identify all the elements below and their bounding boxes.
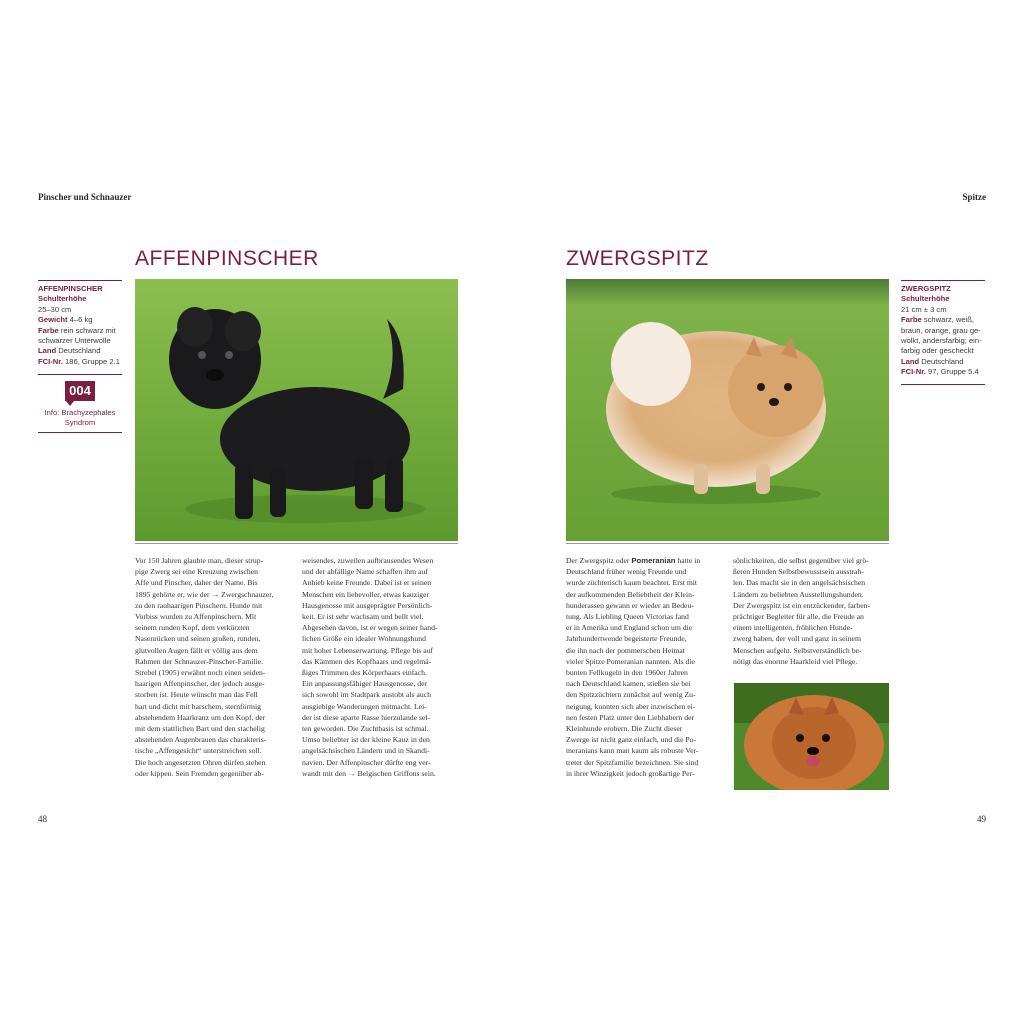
country-label-right: Land <box>901 356 920 366</box>
page-title-right: ZWERGSPITZ <box>566 247 709 270</box>
running-head-left: Pinscher und Schnauzer <box>38 192 132 202</box>
breed-facts-right <box>901 284 989 378</box>
shoulder-label-right: Schulterhöhe <box>901 294 950 304</box>
color-value-cont: schwarzer Unterwolle <box>38 336 111 346</box>
country-value: Deutschland <box>58 346 101 356</box>
col1-bold-term: Pomeranian <box>631 556 676 565</box>
color-value-right: schwarz, weiß, <box>923 315 975 325</box>
fci-label: FCI-Nr. <box>38 356 63 366</box>
body-column-2-left: weisendes, zuweilen aufbrausendes Wesen und der abfällige Name schaffen ihm auf Anhieb keine Freunde. Dabei ist er seinen Menschen ein liebevoller, etwas kauziger Hausgenosse mit ausgeprägter Persönlich- keit. Er ist sehr wachsam und bellt viel. Abgesehen davon, ist er wegen seiner hand- lichen Größe ein idealer Wohnungshund mit hoher Lebenserwartung. Pflege bis auf das Kämmen des Kopfhaars und regelmä- ßiges Trimmen des Körperhaars einfach. Ein anpassungsfähiger Hausgenosse, der sich sowohl im Stadtpark austobt als auch ausgiebige Wanderungen mitmacht. Lei- der ist diese aparte Rasse hierzulande sel- ten geworden. Die Zuchtbasis ist schmal. Umso beliebter ist der kleine Kauz in den angelsächsischen Ländern und in Skandi- navien. Der Affenpinscher dürfte eng ver- wandt mit den → Belgischen Griffons sein. <box>302 556 438 778</box>
badge-tail-icon <box>66 401 74 406</box>
sidebar-top-rule-right <box>901 280 985 281</box>
running-head-right: Spitze <box>962 192 986 202</box>
sidebar-top-rule-left <box>38 280 122 281</box>
body-column-1-left: Vor 150 Jahren glaubte man, dieser strup- pige Zwerg sei eine Kreuzung zwischen Affe und Pinscher, daher der Name. Bis 1895 gehörte er, wie der → Zwergschnauzer, zu den rauhaarigen Pinschern. Hunde mit Vorbiss wurden zu Affenpinschern. Mit seinem runden Kopf, dem verkürzten Nasenrücken und seinen großen, runden, glutvollen Augen fällt er völlig aus dem Rahmen der Schnauzer-Pinscher-Familie. Strebel (1905) erwähnt noch einen seiden- haarigen Affenpinscher, der jedoch ausge- storben ist. Heute wünscht man das Fell hart und dicht mit harschem, sternförmig abstehendem Haarkranz um den Kopf, der mit dem stattlichen Bart und den stachelig abstehenden Augenbrauen das charakteris- tische „Affengesicht“ unterstreichen soll. Die hoch angesetzten Ohren dürfen stehen oder kippen. Sein Fremden gegenüber ab- <box>135 556 274 778</box>
zwergspitz-photo <box>566 279 889 541</box>
info-note[interactable] <box>38 408 122 429</box>
color-label-right: Farbe <box>901 315 922 325</box>
shoulder-value: 25–30 cm <box>38 304 72 314</box>
sidebar-bottom-rule-left <box>38 432 122 433</box>
col1-rest: hatte in Deutschland früher wenig Freunde und wurde züchterisch kaum beachtet. Erst mit der aufkommenden Beliebtheit der Klein- hunderassen gewann er wieder an Bedeu- tung. Als Liebling Queen Victorias fand er in Amerika und England schon um die Jahrhundertwende begeisterte Freunde, die ihn nach der pommerschen Heimat vieler Spitze Pomeranian nannten. Als die bunten Fellkugeln in den 1960er Jahren nach Deutschland kamen, stießen sie bei den Spitzzüchtern zunächst auf wenig Zu- neigung, konnten sich aber inzwischen ei- nen festen Platz unter den Liebhabern der Kleinhunde erobern. Die Zucht dieser Zwerge ist nicht ganz einfach, und die Po- meranians kann man kaum als robuste Ver- treter der Spitzfamilie bezeichnen. Sie sind in ihrer Winzigkeit jedoch großartige Per- <box>566 556 701 778</box>
page-title-left: AFFENPINSCHER <box>135 247 319 270</box>
sidebar-mid-rule-left <box>38 374 122 375</box>
breed-facts-left <box>38 284 128 367</box>
color-value-right-2: braun, orange, grau ge- <box>901 325 981 335</box>
color-label: Farbe <box>38 325 59 335</box>
photo-rule-left <box>135 543 458 544</box>
color-value: rein schwarz mit <box>60 325 116 335</box>
body-column-1-right <box>566 555 719 779</box>
weight-value: 4–6 kg <box>69 315 93 325</box>
body-column-2-right: sönlichkeiten, die selbst gegenüber viel grö- ßeren Hunden Selbstbewusstsein ausstrah- len. Das macht sie in den angelsächsischen Ländern zu beliebten Ausstellungshunden. Der Zwergspitz ist ein entzückender, farben- prächtiger Begleiter für alle, die Freude an einem intelligenten, fröhlichen Hunde- zwerg haben, der voll und ganz in seinem Menschen aufgeht. Selbstverständlich be- nötigt das enorme Haarkleid viel Pflege. <box>733 556 871 666</box>
shoulder-label: Schulterhöhe <box>38 294 87 304</box>
country-value-right: Deutschland <box>921 356 964 366</box>
col1-intro: Der Zwergspitz oder <box>566 556 632 565</box>
page-number-left: 48 <box>38 814 47 824</box>
photo-rule-right <box>566 543 889 544</box>
fci-value: 186, Gruppe 2.1 <box>65 356 120 366</box>
info-badge[interactable]: 004 <box>65 381 95 401</box>
sidebar-heading: AFFENPINSCHER <box>38 284 103 293</box>
info-line-1: Info: Brachyzephales <box>44 408 116 417</box>
color-value-right-4: farbig oder gescheckt <box>901 346 974 356</box>
fci-value-right: 97, Gruppe 5.4 <box>928 367 979 377</box>
weight-label: Gewicht <box>38 315 68 325</box>
color-value-right-3: wolkt, andersfarbig; ein- <box>901 336 982 346</box>
page-number-right: 49 <box>977 814 986 824</box>
affenpinscher-photo <box>135 279 458 541</box>
sidebar-bottom-rule-right <box>901 384 985 385</box>
pomeranian-face-photo <box>734 683 889 790</box>
fci-label-right: FCI-Nr. <box>901 367 926 377</box>
info-line-2: Syndrom <box>64 418 96 428</box>
country-label: Land <box>38 346 57 356</box>
shoulder-value-right: 21 cm ± 3 cm <box>901 304 947 314</box>
sidebar-heading-right: ZWERGSPITZ <box>901 284 951 293</box>
